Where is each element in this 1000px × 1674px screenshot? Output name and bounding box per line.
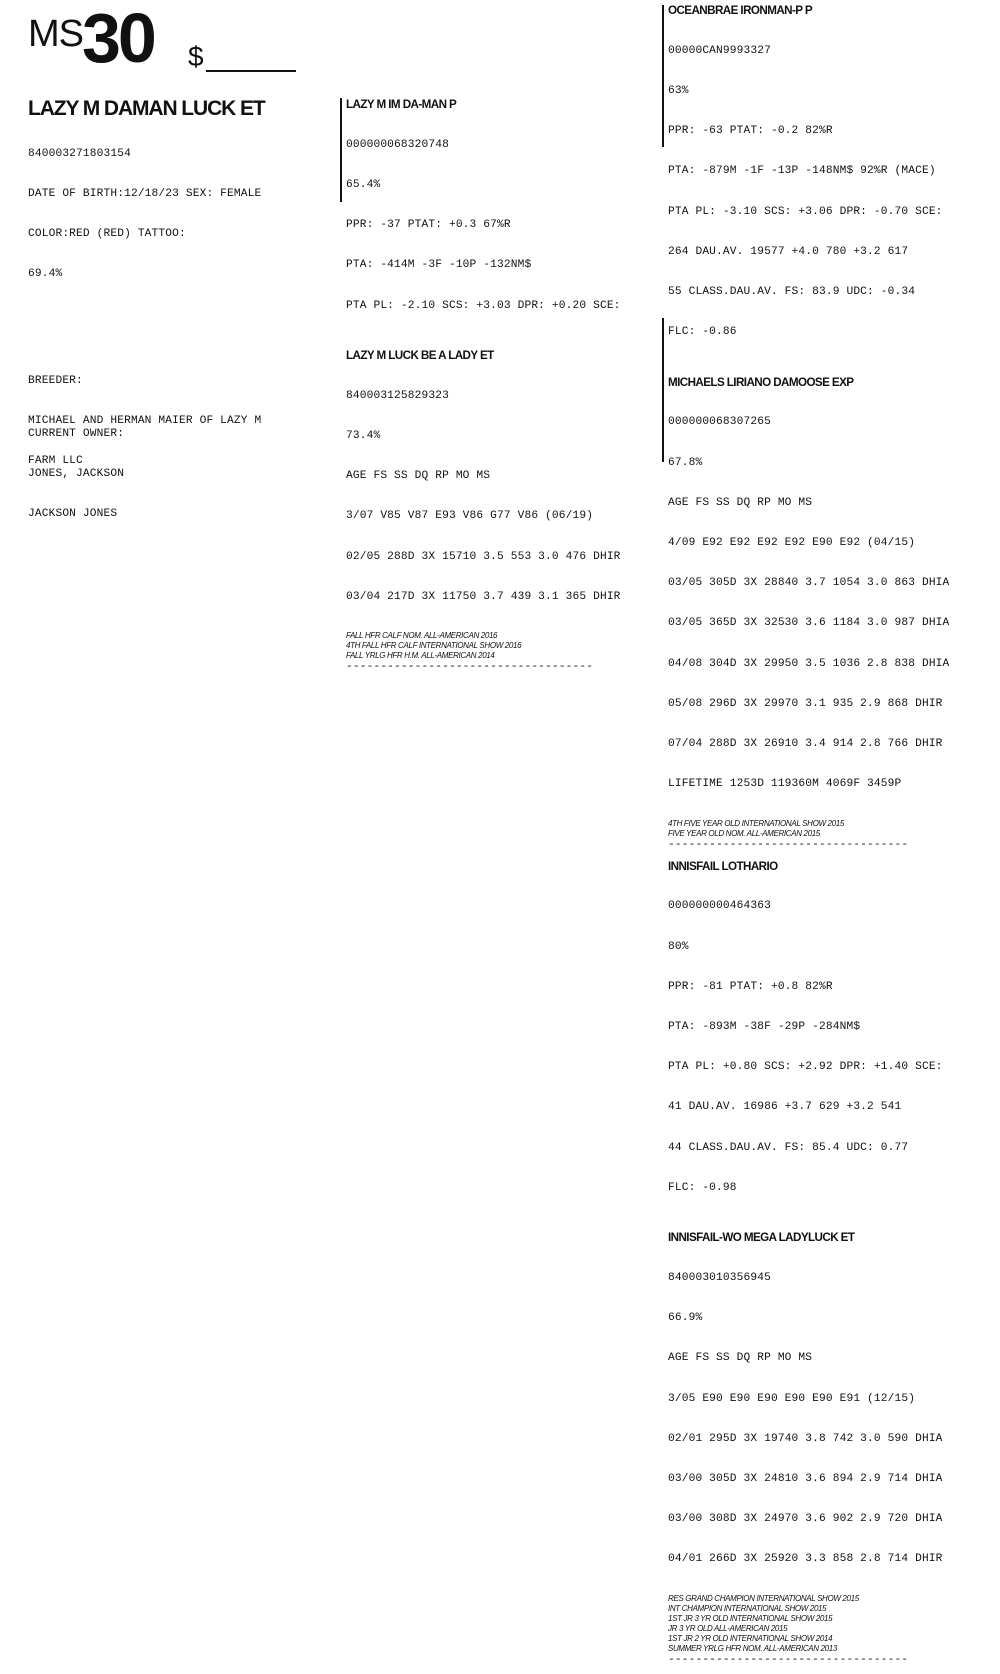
sire-of-sire-class-dau: 55 CLASS.DAU.AV. FS: 83.9 UDC: -0.34: [668, 286, 916, 299]
dam-of-sire-id: 000000068307265: [668, 416, 771, 429]
sire-of-dam-id: 000000000464363: [668, 900, 771, 913]
sire-of-dam-name: INNISFAIL LOTHARIO: [668, 858, 778, 873]
dam-of-dam-honor: INT CHAMPION INTERNATIONAL SHOW 2015: [668, 1603, 827, 1613]
dam-of-dam-block: [668, 1230, 988, 1666]
dam-record: 02/05 288D 3X 15710 3.5 553 3.0 476 DHIR: [346, 550, 621, 563]
dam-of-sire-honor: 4TH FIVE YEAR OLD INTERNATIONAL SHOW 2015: [668, 818, 844, 828]
breeder-name-cont: FARM LLC: [28, 455, 83, 468]
animal-name: LAZY M DAMAN LUCK ET: [28, 97, 265, 120]
price-blank-line: [206, 70, 296, 72]
animal-id: 840003271803154: [28, 147, 131, 160]
dam-of-dam-honor: SUMMER YRLG HFR NOM. ALL-AMERICAN 2013: [668, 1643, 837, 1653]
dam-of-sire-record: 04/08 304D 3X 29950 3.5 1036 2.8 838 DHIA: [668, 657, 950, 670]
dam-of-sire-name: MICHAELS LIRIANO DAMOOSE EXP: [668, 374, 854, 389]
dam-of-sire-class-header: AGE FS SS DQ RP MO MS: [668, 496, 813, 509]
sire-of-dam-flc: FLC: -0.98: [668, 1181, 737, 1194]
sire-percent: 65.4%: [346, 179, 381, 192]
dam-of-sire-lifetime: LIFETIME 1253D 119360M 4069F 3459P: [668, 778, 902, 791]
sire-of-dam-percent: 80%: [668, 940, 689, 953]
animal-color-tattoo: COLOR:RED (RED) TATTOO:: [28, 228, 186, 241]
dam-honor: FALL YRLG HFR H.M. ALL-AMERICAN 2014: [346, 651, 495, 661]
sire-of-sire-id: 00000CAN9993327: [668, 44, 771, 57]
dam-separator: ------------------------------------: [346, 661, 594, 674]
sire-pta-pl: PTA PL: -2.10 SCS: +3.03 DPR: +0.20 SCE:: [346, 299, 621, 312]
dam-honor: FALL HFR CALF NOM. ALL-AMERICAN 2016: [346, 631, 498, 641]
sire-of-sire-pta: PTA: -879M -1F -13P -148NM$ 92%R (MACE): [668, 165, 936, 178]
price-symbol: $: [188, 41, 204, 72]
sire-name: LAZY M IM DA-MAN P: [346, 97, 457, 111]
sire-of-sire-flc: FLC: -0.86: [668, 326, 737, 339]
owner-label: CURRENT OWNER:: [28, 427, 125, 440]
dam-of-dam-id: 840003010356945: [668, 1271, 771, 1284]
sire-of-dam-class-dau: 44 CLASS.DAU.AV. FS: 85.4 UDC: 0.77: [668, 1141, 909, 1154]
dam-class-header: AGE FS SS DQ RP MO MS: [346, 470, 491, 483]
dam-of-sire-honor: FIVE YEAR OLD NOM. ALL-AMERICAN 2015: [668, 828, 820, 838]
dam-of-dam-honor: 1ST JR 3 YR OLD INTERNATIONAL SHOW 2015: [668, 1613, 833, 1623]
dam-of-sire-percent: 67.8%: [668, 456, 703, 469]
dam-of-sire-classification: 4/09 E92 E92 E92 E92 E90 E92 (04/15): [668, 537, 916, 550]
sire-of-dam-block: [668, 859, 988, 1223]
dam-record: 03/04 217D 3X 11750 3.7 439 3.1 365 DHIR: [346, 590, 621, 603]
owner-block: [28, 401, 124, 535]
animal-info: [28, 121, 261, 295]
sire-block: [346, 97, 646, 340]
animal-dob-sex: DATE OF BIRTH:12/18/23 SEX: FEMALE: [28, 188, 262, 201]
dam-of-dam-classification: 3/05 E90 E90 E90 E90 E90 E91 (12/15): [668, 1392, 916, 1405]
sire-of-sire-block: [668, 3, 988, 367]
sire-of-dam-pta-pl: PTA PL: +0.80 SCS: +2.92 DPR: +1.40 SCE:: [668, 1061, 943, 1074]
owner-name-alt: JACKSON JONES: [28, 508, 118, 521]
sire-of-dam-dau-avg: 41 DAU.AV. 16986 +3.7 629 +3.2 541: [668, 1101, 902, 1114]
pedigree-bracket-dam-parents: [662, 318, 664, 462]
dam-of-sire-block: [668, 375, 988, 851]
parents-column: [346, 97, 646, 681]
breeder-label: BREEDER:: [28, 374, 83, 387]
sire-of-sire-percent: 63%: [668, 85, 689, 98]
breeder-name: MICHAEL AND HERMAN MAIER OF LAZY M: [28, 415, 262, 428]
dam-percent: 73.4%: [346, 429, 381, 442]
lot-prefix: MS: [28, 13, 83, 55]
pedigree-bracket-parents: [340, 98, 342, 202]
sire-id: 000000068320748: [346, 138, 449, 151]
dam-of-sire-record: 03/05 305D 3X 28840 3.7 1054 3.0 863 DHIA: [668, 577, 950, 590]
sire-of-sire-ppr: PPR: -63 PTAT: -0.2 82%R: [668, 125, 833, 138]
sire-of-dam-pta: PTA: -893M -38F -29P -284NM$: [668, 1021, 861, 1034]
sire-pta: PTA: -414M -3F -10P -132NM$: [346, 259, 532, 272]
dam-honor: 4TH FALL HFR CALF INTERNATIONAL SHOW 2016: [346, 641, 522, 651]
dam-of-dam-record: 03/00 305D 3X 24810 3.6 894 2.9 714 DHIA: [668, 1473, 943, 1486]
dam-of-dam-honor: 1ST JR 2 YR OLD INTERNATIONAL SHOW 2014: [668, 1633, 833, 1643]
dam-of-sire-separator: -----------------------------------: [668, 838, 909, 851]
dam-name: LAZY M LUCK BE A LADY ET: [346, 347, 494, 362]
dam-of-dam-record: 04/01 266D 3X 25920 3.3 858 2.8 714 DHIR: [668, 1553, 943, 1566]
dam-of-dam-record: 02/01 295D 3X 19740 3.8 742 3.0 590 DHIA: [668, 1432, 943, 1445]
sire-of-dam-ppr: PPR: -81 PTAT: +0.8 82%R: [668, 980, 833, 993]
dam-id: 840003125829323: [346, 389, 449, 402]
dam-of-dam-class-header: AGE FS SS DQ RP MO MS: [668, 1352, 813, 1365]
dam-of-dam-separator: -----------------------------------: [668, 1653, 909, 1666]
sire-of-sire-pta-pl: PTA PL: -3.10 SCS: +3.06 DPR: -0.70 SCE:: [668, 205, 943, 218]
dam-classification: 3/07 V85 V87 E93 V86 G77 V86 (06/19): [346, 510, 594, 523]
dam-of-sire-record: 07/04 288D 3X 26910 3.4 914 2.8 766 DHIR: [668, 738, 943, 751]
dam-of-sire-record: 05/08 296D 3X 29970 3.1 935 2.9 868 DHIR: [668, 697, 943, 710]
dam-of-dam-percent: 66.9%: [668, 1312, 703, 1325]
dam-of-dam-name: INNISFAIL-WO MEGA LADYLUCK ET: [668, 1230, 855, 1245]
sire-of-sire-dau-avg: 264 DAU.AV. 19577 +4.0 780 +3.2 617: [668, 245, 909, 258]
sire-ppr: PPR: -37 PTAT: +0.3 67%R: [346, 219, 511, 232]
dam-of-dam-honor: RES GRAND CHAMPION INTERNATIONAL SHOW 2015: [668, 1593, 859, 1603]
dam-of-dam-honor: JR 3 YR OLD ALL-AMERICAN 2015: [668, 1623, 788, 1633]
grandparents-column: [668, 3, 988, 1674]
owner-name: JONES, JACKSON: [28, 468, 125, 481]
dam-block: [346, 348, 646, 673]
dam-of-dam-record: 03/00 308D 3X 24970 3.6 902 2.9 720 DHIA: [668, 1513, 943, 1526]
dam-of-sire-record: 03/05 365D 3X 32530 3.6 1184 3.0 987 DHIA: [668, 617, 950, 630]
lot-number: 30: [82, 0, 154, 77]
sire-of-sire-name: OCEANBRAE IRONMAN-P P: [668, 3, 813, 17]
pedigree-bracket-sire-parents: [662, 5, 664, 147]
animal-percent: 69.4%: [28, 268, 63, 281]
